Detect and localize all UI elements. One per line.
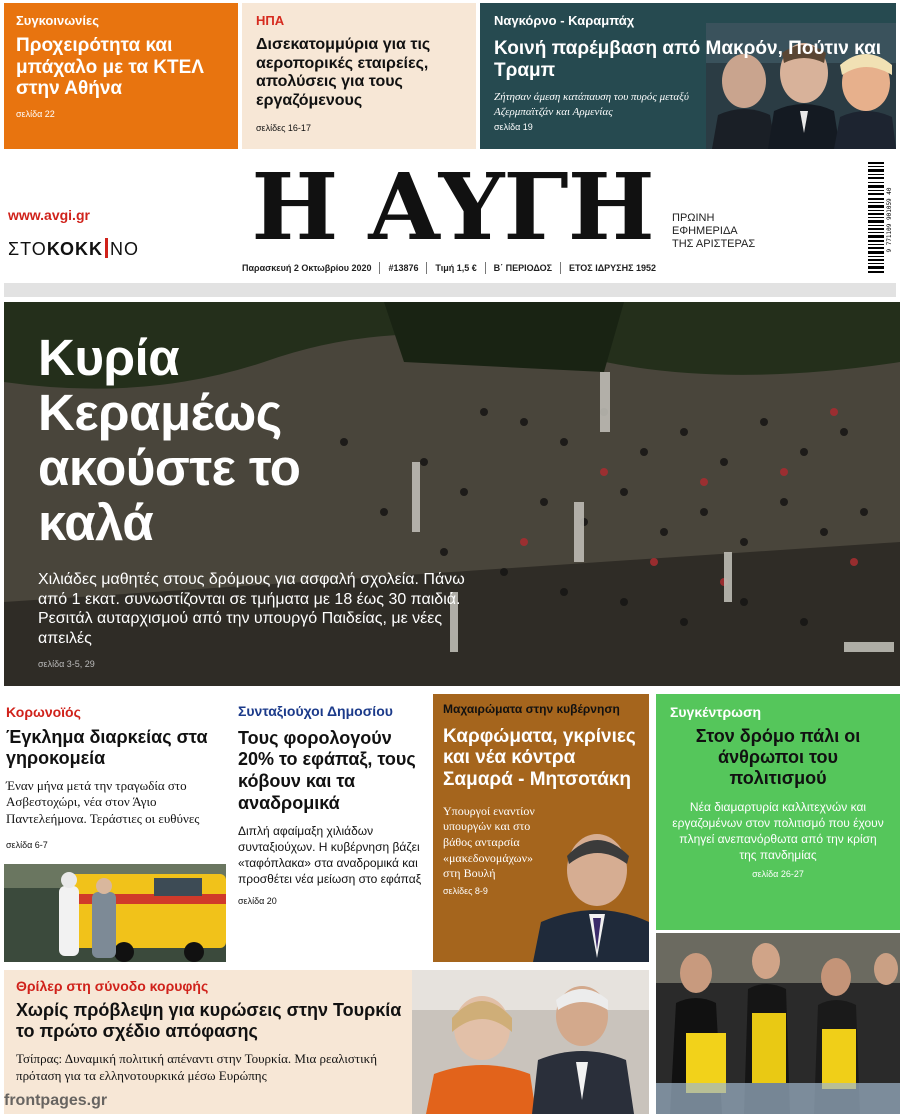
story-headline[interactable]: Καρφώματα, γκρίνιες και νέα κόντρα Σαμαρά - Μητσοτάκη (443, 726, 636, 790)
hero-headline-line: Κεραμέως (38, 384, 282, 442)
teaser-headline[interactable]: Δισεκατομμύρια για τις αεροπορικές εταιρείες, απολύσεις για τους εργαζόμενους (256, 36, 431, 109)
story-kicker: Θρίλερ στη σύνοδο κορυφής (16, 978, 209, 994)
story-culture[interactable] (656, 694, 900, 930)
story-body: Νέα διαμαρτυρία καλλιτεχνών και εργαζομένων στον πολιτισμό που έχουν πληγεί ανεπανόρθωτα από την κρίση της πανδημίας (672, 799, 884, 862)
hero-story[interactable] (4, 302, 900, 686)
divider (379, 262, 380, 274)
barcode (866, 160, 894, 278)
masthead-tagline (672, 212, 755, 252)
page-ref: σελίδες 16-17 (256, 123, 311, 133)
brand-bar-icon (105, 238, 108, 258)
teaser-karabakh[interactable] (480, 3, 896, 149)
story-government[interactable] (433, 694, 649, 962)
brand-suffix: ΝΟ (109, 239, 139, 259)
hero-headline-line: καλά (38, 494, 154, 552)
teaser-headline[interactable]: Προχειρότητα και μπάχαλο με τα ΚΤΕΛ στην Αθήνα (16, 35, 204, 100)
stokokkino-logo[interactable] (8, 238, 139, 260)
period: Β΄ ΠΕΡΙΟΔΟΣ (493, 263, 553, 273)
teaser-usa[interactable] (242, 3, 476, 149)
page-ref: σελίδες 8-9 (443, 885, 488, 896)
story-body: Τσίπρας: Δυναμική πολιτική απέναντι στην Τουρκία. Μια ρεαλιστική πρόταση για τα ελληνοτουρκικά μέσω Ευρώπης (16, 1051, 378, 1083)
teaser-transport[interactable] (4, 3, 238, 149)
story-headline[interactable]: Τους φορολογούν 20% το εφάπαξ, τους κόβουν και τα αναδρομικά (238, 727, 416, 813)
story-body: Διπλή αφαίμαξη χιλιάδων συνταξιούχων. Η κυβέρνηση βάζει «ταφόπλακα» στα αναδρομικά και προσθέτει νέα μείωση στο εφάπαξ (238, 824, 422, 887)
frontpages-watermark: frontpages.gr (4, 1092, 108, 1109)
teaser-kicker: Συγκοινωνίες (16, 13, 99, 28)
site-url-link[interactable]: www.avgi.gr (8, 207, 90, 223)
story-body: Έναν μήνα μετά την τραγωδία στο Ασβεστοχώρι, νέα στον Άγιο Παντελεήμονα. Τεράστιες οι ευθύνες (6, 777, 200, 826)
hero-headline-line: ακούστε το (38, 439, 301, 497)
page-ref: σελίδα 6-7 (6, 839, 48, 850)
story-headline[interactable]: Χωρίς πρόβλεψη για κυρώσεις στην Τουρκία το πρώτο σχέδιο απόφασης (16, 1000, 402, 1042)
hero-headline-line: Κυρία (38, 329, 180, 386)
page-ref: σελίδα 22 (16, 109, 55, 119)
story-body: Υπουργοί εναντίον υπουργών και στο βάθος ανταρσία «μακεδονομάχων» στη Βουλή (443, 803, 535, 881)
page-ref: σελίδα 20 (238, 895, 277, 906)
masthead-rule (4, 283, 896, 297)
divider (485, 262, 486, 274)
tagline-line: ΠΡΩΙΝΗ (672, 212, 715, 224)
hero-headline[interactable] (38, 330, 300, 550)
merkel-anastasiades-photo (412, 970, 649, 1114)
issue-number: #13876 (388, 263, 419, 273)
page-ref: σελίδα 19 (494, 122, 533, 133)
teaser-deck: Ζήτησαν άμεση κατάπαυση του πυρός μεταξύ Αζερμπαϊτζάν και Αρμενίας (494, 91, 689, 118)
story-kicker: Συνταξιούχοι Δημοσίου (238, 703, 393, 719)
ambulance-photo (4, 864, 226, 962)
barcode-number: 9 771109 901059 40 (886, 187, 893, 253)
teaser-headline[interactable]: Κοινή παρέμβαση από Μακρόν, Πούτιν και Τραμπ (494, 38, 882, 82)
story-kicker: Κορωνοϊός (6, 704, 81, 720)
page-ref: σελίδα 3-5, 29 (38, 659, 95, 669)
story-headline[interactable]: Στον δρόμο πάλι οι άνθρωποι του πολιτισμού (695, 726, 861, 788)
hero-deck: Χιλιάδες μαθητές στους δρόμους για ασφαλή σχολεία. Πάνω από 1 εκατ. συνωστίζονται σε τμήματα με 18 έως 30 παιδιά. Ρεσιτάλ αυταρχισμού από την υπουργό Παιδείας, με νέες απειλές (38, 571, 465, 648)
story-kicker: Μαχαιρώματα στην κυβέρνηση (443, 702, 620, 716)
masthead-title: Η ΑΥΓΗ (251, 153, 654, 261)
brand-accent: ΚΟΚΚ (46, 239, 103, 259)
founded: ΕΤΟΣ ΙΔΡΥΣΗΣ 1952 (568, 263, 656, 273)
page-ref: σελίδα 26-27 (752, 868, 804, 879)
story-kicker: Συγκέντρωση (670, 704, 762, 720)
tagline-line: ΕΦΗΜΕΡΙΔΑ (672, 225, 738, 238)
divider (560, 262, 561, 274)
culture-protest-photo (656, 933, 900, 1114)
tagline-line: ΤΗΣ ΑΡΙΣΤΕΡΑΣ (672, 238, 756, 251)
story-pensioners[interactable] (236, 694, 426, 964)
edition-date: Παρασκευή 2 Οκτωβρίου 2020 (242, 263, 372, 273)
divider (426, 262, 427, 274)
price: Τιμή 1,5 € (435, 263, 477, 273)
edition-info-bar (242, 261, 656, 275)
brand-prefix: ΣΤΟ (8, 239, 47, 259)
story-headline[interactable]: Έγκλημα διαρκείας στα γηροκομεία (6, 727, 208, 768)
teaser-kicker: ΗΠΑ (256, 13, 285, 28)
teaser-kicker: Ναγκόρνο - Καραμπάχ (494, 13, 635, 28)
